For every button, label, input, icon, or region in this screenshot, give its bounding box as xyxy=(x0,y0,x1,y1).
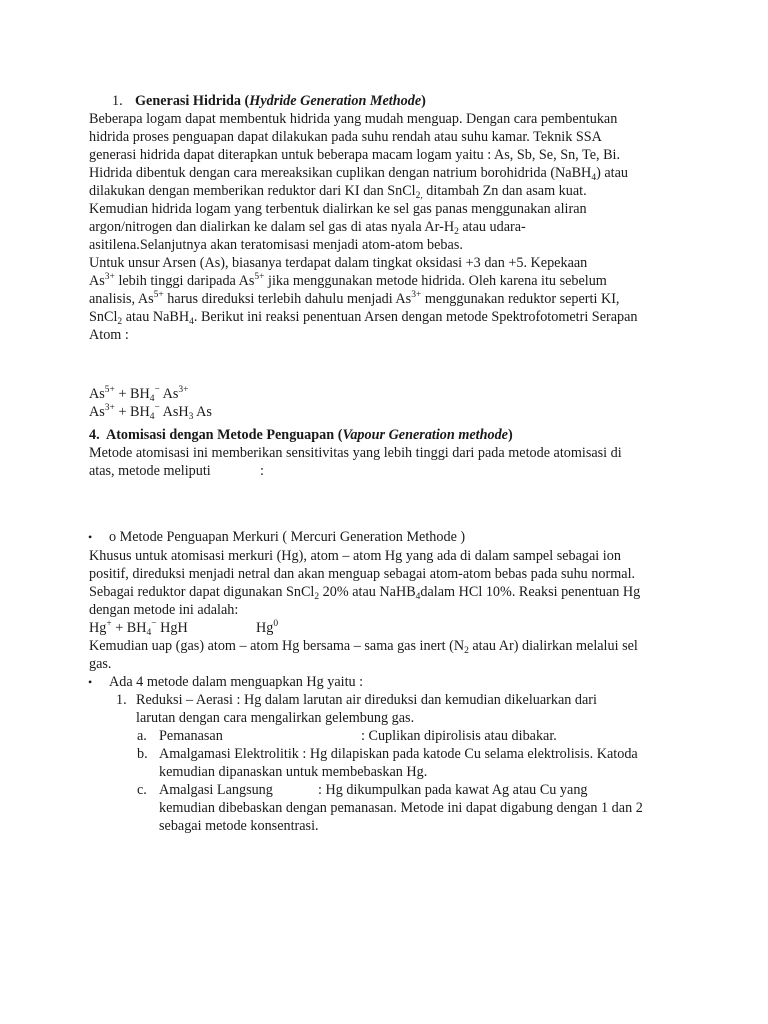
s1-line-12: SnCl$_2$ atau NaBH$_4$. Berikut ini reaksi penentuan Arsen dengan metode Spektrofotometri Serapan xyxy=(89,309,638,327)
s4-line-2: atas, metode meliputi xyxy=(89,463,211,479)
submethod-b-line-1: Amalgamasi Elektrolitik : Hg dilapiskan pada katode Cu selama elektrolisis. Katoda xyxy=(159,746,638,762)
s1-line-1: Beberapa logam dapat membentuk hidrida yang mudah menguap. Dengan cara pembentukan xyxy=(89,111,618,127)
section-1-title: Generasi Hidrida (Hydride Generation Methode) xyxy=(135,93,426,109)
arsenic-reaction-1: $As^{5+} + BH_4^-$ $As^{3+}$ xyxy=(89,385,189,404)
section-1-number: 1. xyxy=(112,93,123,109)
submethod-a-name: Pemanasan xyxy=(159,728,223,744)
mercury-line-4: dengan metode ini adalah: xyxy=(89,602,239,618)
section-1-heading xyxy=(112,93,123,111)
mercury-line-3: Sebagai reduktor dapat digunakan SnCl$_2$ 20% atau NaHB$_4$dalam HCl 10%. Reaksi penentuan Hg xyxy=(89,584,641,602)
s1-line-7: argon/nitrogen dan dialirkan ke dalam sel gas di atas nyala $Ar-H_2$ atau udara- xyxy=(89,219,526,237)
bullet-icon: • xyxy=(88,530,93,544)
submethod-c-label: c. xyxy=(137,782,147,798)
mercury-line-1: Khusus untuk atomisasi merkuri (Hg), atom – atom Hg yang ada di dalam sampel sebagai ion xyxy=(89,548,621,564)
arsenic-reaction-2: $As^{3+} + BH_4^-$ AsH$_3$ As xyxy=(89,403,212,422)
submethod-c-name: Amalgasi Langsung xyxy=(159,782,273,798)
submethod-a-label: a. xyxy=(137,728,147,744)
mercury-line-6: gas. xyxy=(89,656,112,672)
s1-line-11: analisis, $As^{5+}$ harus direduksi terlebih dahulu menjadi $As^{3+}$ menggunakan reduktor seperti KI, xyxy=(89,290,620,307)
submethod-b-line-2: kemudian dipanaskan untuk membebaskan Hg. xyxy=(159,764,428,780)
section-4-heading: 4. Atomisasi dengan Metode Penguapan (Vapour Generation methode) xyxy=(89,427,513,443)
mercury-reaction: $Hg^+ + BH_4^-$ HgH xyxy=(89,619,188,638)
s1-line-3: generasi hidrida dapat diterapkan untuk beberapa macam logam yaitu : As, Sb, Se, Sn, Te, Bi. xyxy=(89,147,621,163)
s4-line-2-colon: : xyxy=(260,463,264,479)
bullet-icon: • xyxy=(88,675,93,689)
mercury-reaction-product: Hg$^0$ xyxy=(256,619,279,636)
s1-line-13: Atom : xyxy=(89,327,129,343)
methods-heading: Ada 4 metode dalam menguapkan Hg yaitu : xyxy=(109,674,364,690)
method-1-line-2: larutan dengan cara mengalirkan gelembung gas. xyxy=(136,710,415,726)
s1-line-5: dilakukan dengan memberikan reduktor dari KI dan SnCl$_{2,}$ ditambah Zn dan asam kuat. xyxy=(89,183,587,201)
s1-line-2: hidrida proses penguapan dapat dilakukan pada suhu rendah atau suhu kamar. Teknik SSA xyxy=(89,129,602,145)
s1-line-9: Untuk unsur Arsen (As), biasanya terdapat dalam tingkat oksidasi +3 dan +5. Kepekaan xyxy=(89,255,588,271)
submethod-a-desc: : Cuplikan dipirolisis atau dibakar. xyxy=(361,728,557,744)
mercury-heading: o Metode Penguapan Merkuri ( Mercuri Generation Methode ) xyxy=(109,529,466,545)
section-4-number: 4. xyxy=(89,427,100,443)
submethod-c-line-3: sebagai metode konsentrasi. xyxy=(159,818,319,834)
submethod-c-line-2: kemudian dibebaskan dengan pemanasan. Metode ini dapat digabung dengan 1 dan 2 xyxy=(159,800,643,816)
s1-line-8: asitilena.Selanjutnya akan teratomisasi menjadi atom-atom bebas. xyxy=(89,237,463,253)
s1-line-10: $As^{3+}$ lebih tinggi daripada $As^{5+}$ jika menggunakan metode hidrida. Oleh karena itu sebelum xyxy=(89,272,607,289)
method-1-line-1: Reduksi – Aerasi : Hg dalam larutan air direduksi dan kemudian dikeluarkan dari xyxy=(136,692,597,708)
submethod-c-desc: : Hg dikumpulkan pada kawat Ag atau Cu yang xyxy=(318,782,588,798)
s4-line-1: Metode atomisasi ini memberikan sensitivitas yang lebih tinggi dari pada metode atomisasi di xyxy=(89,445,622,461)
submethod-b-label: b. xyxy=(137,746,148,762)
mercury-line-2: positif, direduksi menjadi netral dan akan menguap sebagai atom-atom bebas pada suhu normal. xyxy=(89,566,636,582)
s1-line-4: Hidrida dibentuk dengan cara mereaksikan cuplikan dengan natrium borohidrida (NaBH$_4$) atau xyxy=(89,165,628,183)
mercury-line-5: Kemudian uap (gas) atom – atom Hg bersama – sama gas inert ($N_2$ atau Ar) dialirkan melalui sel xyxy=(89,638,638,656)
method-1-number: 1. xyxy=(116,692,127,708)
s1-line-6: Kemudian hidrida logam yang terbentuk dialirkan ke sel gas panas menggunakan aliran xyxy=(89,201,587,217)
